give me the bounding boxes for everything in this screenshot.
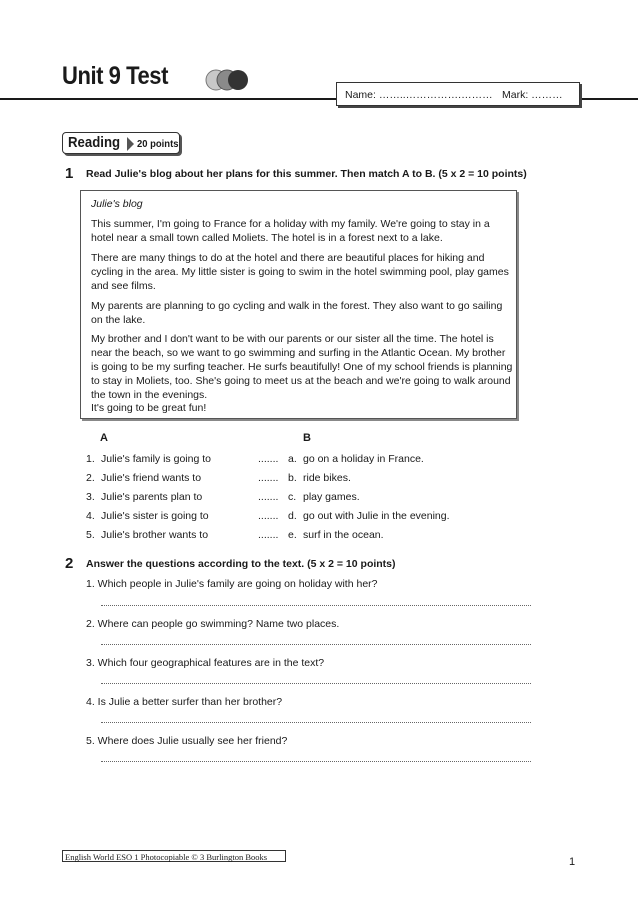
column-a-header: A [100, 432, 108, 444]
blog-paragraph: This summer, I'm going to France for a holiday with my family. We're going to stay in a hotel near a small town called Moliets. The hotel is in a forest next to a lake. [91, 218, 490, 244]
unit-dots-icon [205, 69, 249, 91]
match-letter: b. [288, 472, 297, 484]
answer-line[interactable] [101, 683, 531, 684]
question-item: 1. Which people in Julie's family are going on holiday with her? [86, 578, 378, 590]
column-b-header: B [303, 432, 311, 444]
match-blank[interactable]: ....... [258, 529, 279, 541]
match-blank[interactable]: ....... [258, 472, 279, 484]
blog-box [80, 190, 517, 419]
exercise-2-number: 2 [65, 555, 74, 572]
arrow-right-icon [127, 137, 134, 151]
question-item: 2. Where can people go swimming? Name two places. [86, 618, 340, 630]
blog-title: Julie's blog [91, 198, 143, 210]
match-item-b: go out with Julie in the evening. [303, 510, 450, 522]
name-mark-box[interactable] [336, 82, 580, 106]
section-points: 20 points [137, 138, 179, 150]
exercise-1-instruction: Read Julie's blog about her plans for this summer. Then match A to B. (5 x 2 = 10 points) [86, 168, 527, 180]
match-item-b: go on a holiday in France. [303, 453, 424, 465]
answer-line[interactable] [101, 605, 531, 606]
blog-paragraph: My parents are planning to go cycling and walk in the forest. They also want to go sailing on the lake. [91, 300, 503, 326]
match-letter: e. [288, 529, 297, 541]
match-item-b: ride bikes. [303, 472, 351, 484]
match-item-a: Julie's friend wants to [101, 472, 202, 484]
blog-paragraph: My brother and I don't want to be with our parents or our sister all the time. The hotel is near the beach, so we want to go swimming and surfing in the Atlantic Ocean. My brother is going to be my surfing teacher. He surfs beautifully! One of my school friends is planning to stay in Moliets, too. She's going to meet us at the beach and we're going to walk around the town in the evenings. [91, 333, 513, 401]
section-tab-reading [62, 132, 180, 154]
section-label: Reading [68, 134, 121, 151]
footer-copyright: English World ESO 1 Photocopiable © 3 Burlington Books [62, 850, 286, 862]
match-item-b: surf in the ocean. [303, 529, 384, 541]
match-letter: c. [288, 491, 297, 503]
blog-paragraph: There are many things to do at the hotel and there are beautiful places for hiking and cycling in the area. My little sister is going to swim in the hotel swimming pool, play games and see films. [91, 252, 509, 292]
match-blank[interactable]: ....... [258, 491, 279, 503]
question-item: 5. Where does Julie usually see her friend? [86, 735, 288, 747]
match-item-b: play games. [303, 491, 360, 503]
match-item-a: Julie's family is going to [101, 453, 211, 465]
page-number: 1 [569, 856, 576, 868]
match-item-a: Julie's brother wants to [101, 529, 209, 541]
exercise-1-number: 1 [65, 165, 74, 182]
match-number: 1. [86, 453, 95, 465]
match-letter: d. [288, 510, 297, 522]
match-number: 5. [86, 529, 95, 541]
match-item-a: Julie's sister is going to [101, 510, 209, 522]
match-item-a: Julie's parents plan to [101, 491, 203, 503]
match-number: 4. [86, 510, 95, 522]
match-number: 3. [86, 491, 95, 503]
page-title: Unit 9 Test [62, 62, 168, 90]
answer-line[interactable] [101, 722, 531, 723]
match-number: 2. [86, 472, 95, 484]
answer-line[interactable] [101, 644, 531, 645]
question-item: 3. Which four geographical features are in the text? [86, 657, 325, 669]
exercise-2-instruction: Answer the questions according to the text. (5 x 2 = 10 points) [86, 558, 396, 570]
blog-paragraph: It's going to be great fun! [91, 402, 207, 414]
name-field-label: Name: ……..…………….……… [345, 89, 493, 101]
question-item: 4. Is Julie a better surfer than her brother? [86, 696, 283, 708]
answer-line[interactable] [101, 761, 531, 762]
match-letter: a. [288, 453, 297, 465]
match-blank[interactable]: ....... [258, 510, 279, 522]
mark-field-label: Mark: ……… [502, 89, 563, 101]
match-blank[interactable]: ....... [258, 453, 279, 465]
